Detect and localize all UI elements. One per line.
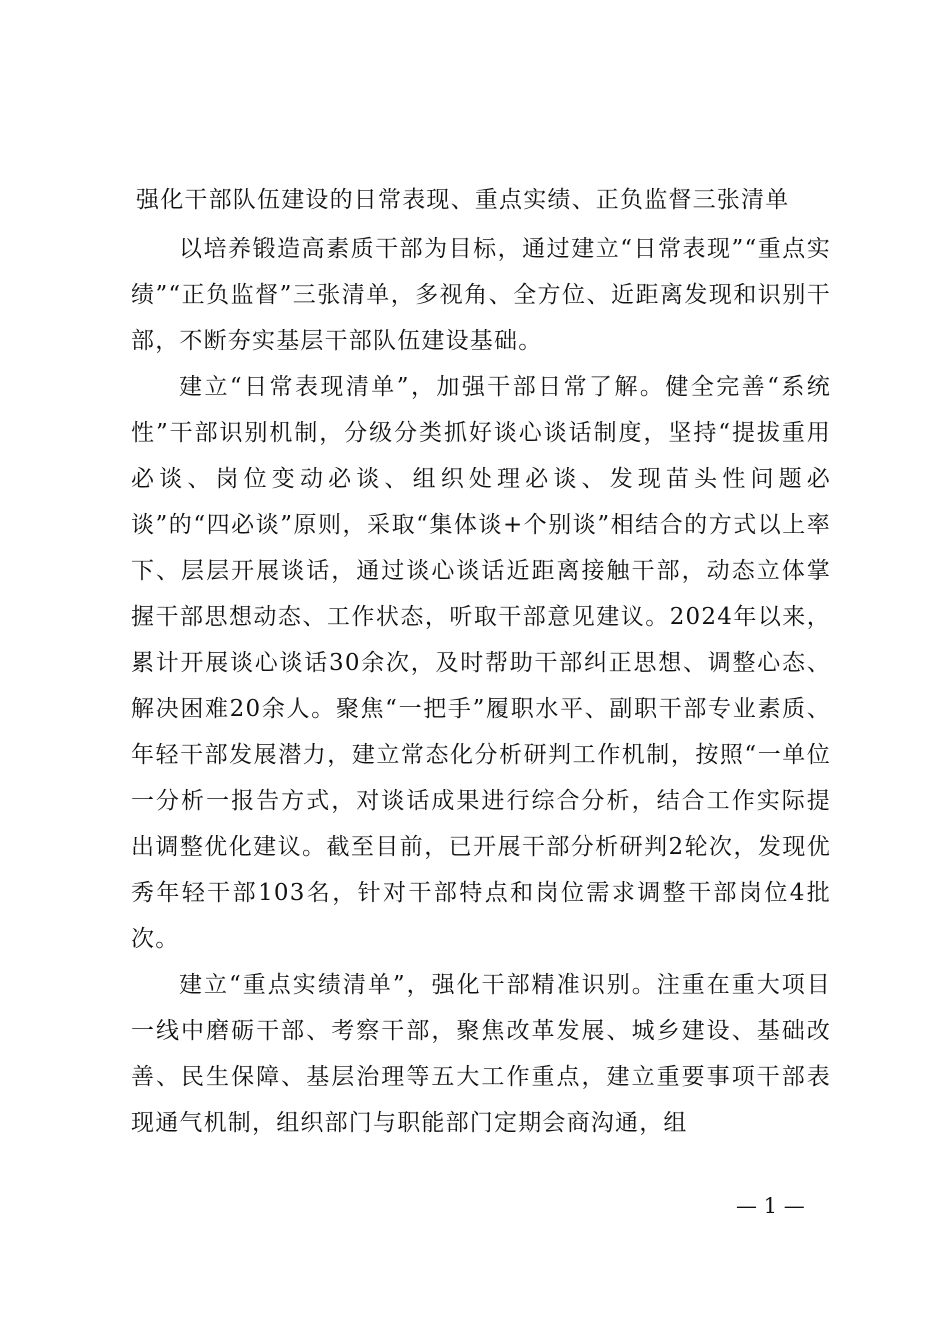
document-body [131, 226, 831, 1146]
paragraph-key-achievements: 建立“重点实绩清单”，强化干部精准识别。注重在重大项目一线中磨砺干部、考察干部，聚焦改革发展、城乡建设、基础改善、民生保障、基层治理等五大工作重点，建立重要事项干部表现通气机制，组织部门与职能部门定期会商沟通，组 [131, 972, 831, 1136]
paragraph-daily-performance: 建立“日常表现清单”，加强干部日常了解。健全完善“系统性”干部识别机制，分级分类抓好谈心谈话制度，坚持“提拔重用必谈、岗位变动必谈、组织处理必谈、发现苗头性问题必谈”的“四必谈”原则，采取“集体谈+个别谈”相结合的方式以上率下、层层开展谈话，通过谈心谈话近距离接触干部，动态立体掌握干部思想动态、工作状态，听取干部意见建议。2024年以来，累计开展谈心谈话30余次，及时帮助干部纠正思想、调整心态、解决困难20余人。聚焦“一把手”履职水平、副职干部专业素质、年轻干部发展潜力，建立常态化分析研判工作机制，按照“一单位一分析一报告方式，对谈话成果进行综合分析，结合工作实际提出调整优化建议。截至目前，已开展干部分析研判2轮次，发现优秀年轻干部103名，针对干部特点和岗位需求调整干部岗位4批次。 [131, 374, 831, 952]
page-number: — 1 — [736, 1194, 805, 1218]
document-title: 强化干部队伍建设的日常表现、重点实绩、正负监督三张清单 [136, 187, 790, 213]
paragraph-intro: 以培养锻造高素质干部为目标，通过建立“日常表现”“重点实绩”“正负监督”三张清单，多视角、全方位、近距离发现和识别干部，不断夯实基层干部队伍建设基础。 [131, 236, 831, 354]
